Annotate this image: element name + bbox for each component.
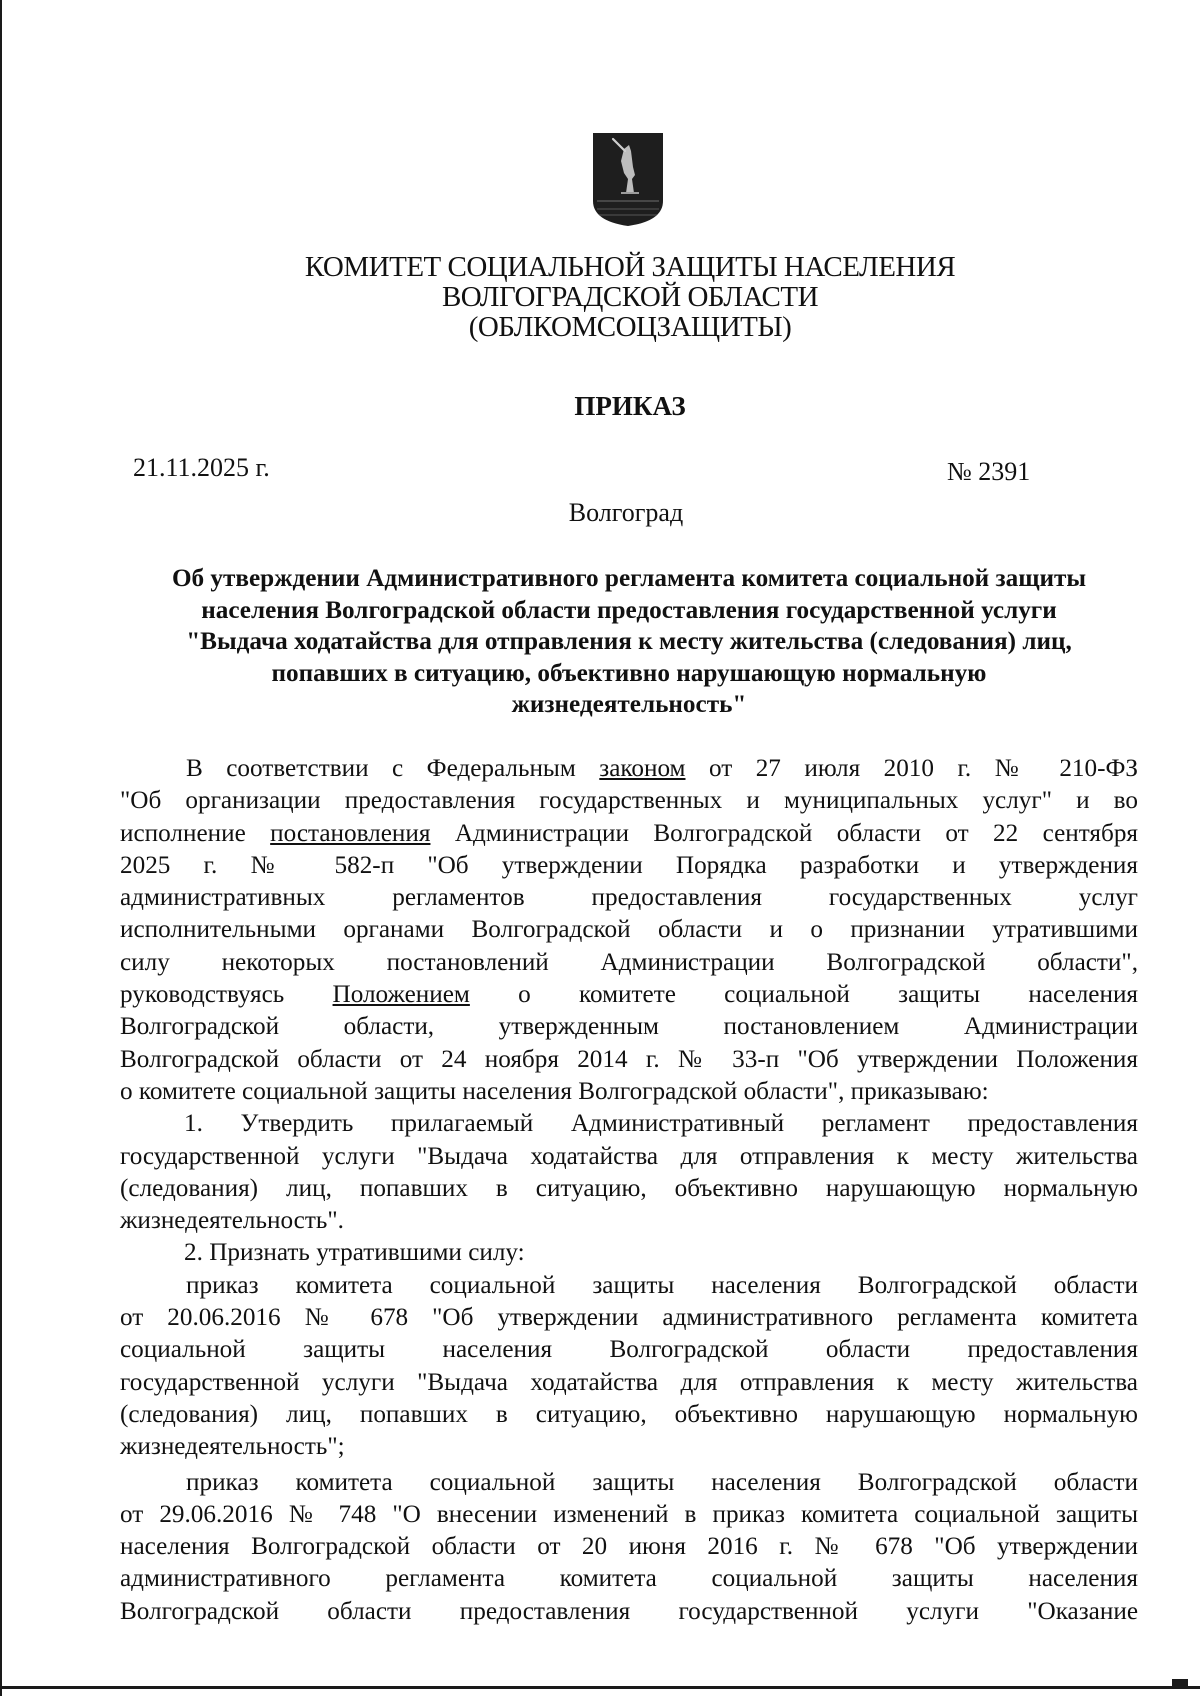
organization-abbreviation: (ОБЛКОМСОЦЗАЩИТЫ): [468, 311, 792, 343]
regulation-link[interactable]: Положением: [332, 981, 470, 1009]
body-line: Волгоградской области от 24 ноября 2014 г. № 33-п "Об утверждении Положения: [120, 1045, 1138, 1073]
coat-of-arms-icon: [591, 131, 665, 228]
body-line: 1. Утвердить прилагаемый Административный регламент предоставления: [184, 1110, 1138, 1138]
scan-edge-mark: [1172, 1679, 1188, 1689]
body-line: "Об организации предоставления государственных и муниципальных услуг" и во: [120, 787, 1138, 815]
body-line: населения Волгоградской области от 20 июня 2016 г. № 678 "Об утверждении: [120, 1533, 1138, 1561]
document-type: ПРИКАЗ: [574, 391, 686, 421]
heading-line: попавших в ситуацию, объективно нарушающую нормальную: [271, 659, 987, 687]
body-line: (следования) лиц, попавших в ситуацию, объективно нарушающую нормальную: [120, 1400, 1138, 1428]
heading-line: населения Волгоградской области предоставления государственной услуги: [201, 596, 1057, 624]
body-line: государственной услуги "Выдача ходатайства для отправления к месту жительства: [120, 1368, 1138, 1396]
body-line: силу некоторых постановлений Администрации Волгоградской области",: [120, 948, 1138, 976]
body-line: В соответствии с Федеральным законом от 27 июля 2010 г. № 210-ФЗ: [186, 755, 1139, 782]
order-date: 21.11.2025 г.: [133, 453, 270, 482]
repealed-order-2: [120, 1467, 1138, 1628]
body-line: жизнедеятельность";: [120, 1433, 345, 1461]
repealed-order-1: [120, 1270, 1138, 1464]
organization-name-line-1: КОМИТЕТ СОЦИАЛЬНОЙ ЗАЩИТЫ НАСЕЛЕНИЯ: [304, 251, 956, 283]
body-line: руководствуясь Положением о комитете социальной защиты населения: [120, 981, 1139, 1009]
order-item-1: [120, 1108, 1138, 1237]
order-item-2: [120, 1237, 1138, 1269]
order-number: № 2391: [947, 457, 1031, 486]
resolution-link[interactable]: постановления: [270, 819, 431, 847]
body-line: исполнительными органами Волгоградской области и о признании утратившими: [120, 916, 1138, 944]
organization-name-line-2: ВОЛГОГРАДСКОЙ ОБЛАСТИ: [441, 281, 819, 313]
body-line: социальной защиты населения Волгоградской области предоставления: [120, 1336, 1138, 1364]
heading-line: Об утверждении Административного регламента комитета социальной защиты: [171, 565, 1087, 592]
body-line: административных регламентов предоставления государственных услуг: [120, 884, 1138, 912]
preamble-paragraph: [120, 753, 1138, 1108]
body-line: 2. Признать утратившими силу:: [184, 1239, 525, 1267]
body-line: от 29.06.2016 № 748 "О внесении изменений в приказ комитета социальной защиты: [120, 1500, 1138, 1528]
body-line: от 20.06.2016 № 678 "Об утверждении административного регламента комитета: [120, 1304, 1138, 1332]
body-line: приказ комитета социальной защиты населения Волгоградской области: [186, 1468, 1138, 1496]
body-line: Волгоградской области предоставления государственной услуги "Оказание: [120, 1597, 1138, 1625]
body-line: Волгоградской области, утвержденным постановлением Администрации: [120, 1013, 1138, 1041]
body-line: административного регламента комитета социальной защиты населения: [120, 1565, 1138, 1593]
body-line: приказ комитета социальной защиты населения Волгоградской области: [186, 1271, 1138, 1299]
body-line: исполнение постановления Администрации Волгоградской области от 22 сентября: [120, 819, 1138, 847]
heading-line: "Выдача ходатайства для отправления к месту жительства (следования) лиц,: [186, 628, 1072, 655]
body-line: (следования) лиц, попавших в ситуацию, объективно нарушающую нормальную: [120, 1174, 1138, 1202]
order-city: Волгоград: [568, 498, 684, 527]
document-heading: [120, 563, 1138, 721]
document-body: [120, 753, 1138, 1628]
federal-law-link[interactable]: законом: [599, 755, 686, 782]
body-line: государственной услуги "Выдача ходатайства для отправления к месту жительства: [120, 1142, 1138, 1170]
page-bottom-edge: [0, 1686, 1200, 1689]
body-line: жизнедеятельность".: [120, 1207, 344, 1235]
body-line: 2025 г. № 582-п "Об утверждении Порядка разработки и утверждения: [120, 851, 1138, 879]
body-line: о комитете социальной защиты населения Волгоградской области", приказываю:: [120, 1077, 989, 1105]
heading-line: жизнедеятельность": [511, 691, 747, 718]
